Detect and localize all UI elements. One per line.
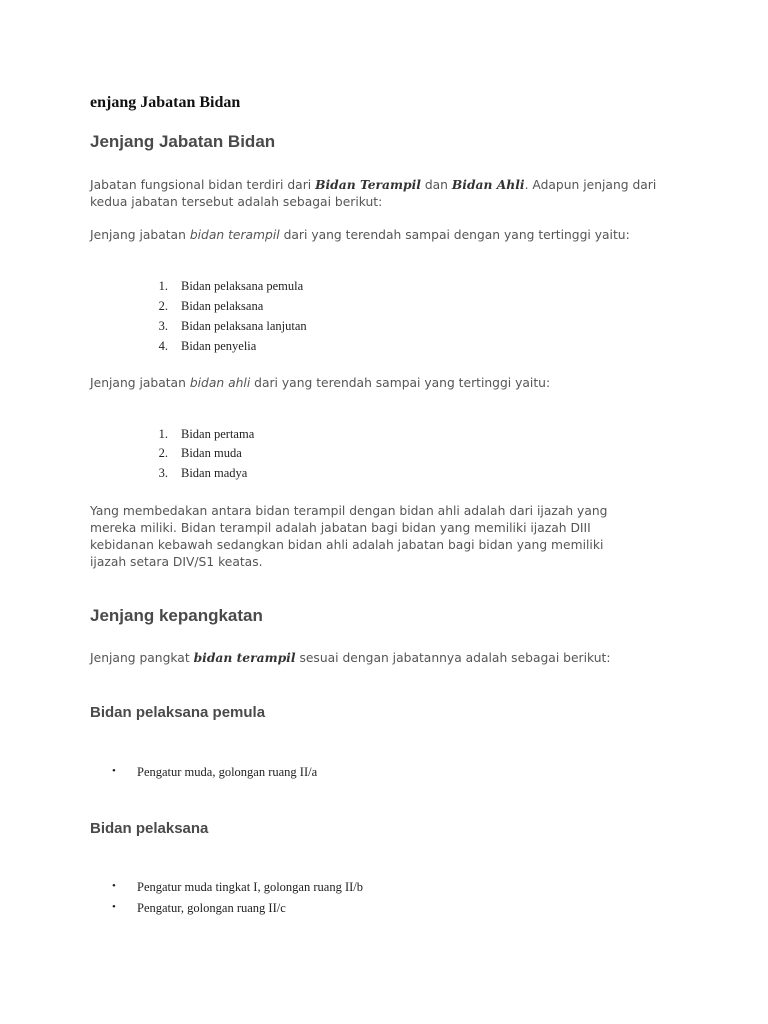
intro-text-3: . Adapun jenjang dari kedua jabatan tersebut adalah sebagai berikut: — [90, 178, 657, 209]
bullet-icon: • — [112, 901, 116, 913]
document-title: enjang Jabatan Bidan — [90, 94, 241, 111]
list-label: Bidan penyelia — [181, 339, 257, 353]
terampil-intro-a: Jenjang jabatan — [90, 228, 190, 242]
section-heading-jenjang-kepangkatan: Jenjang kepangkatan — [90, 606, 263, 625]
list-label: Bidan pelaksana lanjutan — [181, 319, 307, 333]
subheading-bidan-pelaksana: Bidan pelaksana — [90, 820, 209, 837]
intro-paragraph — [90, 177, 690, 210]
bullet-icon: • — [112, 765, 116, 777]
bullet-label: Pengatur, golongan ruang II/c — [137, 901, 286, 915]
paragraph-line: ijazah setara DIV/S1 keatas. — [90, 555, 263, 569]
list-number: 2. — [158, 299, 168, 313]
intro-text-1: Jabatan fungsional bidan terdiri dari — [90, 178, 316, 192]
ahli-intro-italic: bidan ahli — [189, 376, 251, 390]
list-label: Bidan pertama — [181, 427, 255, 441]
list-number: 3. — [158, 319, 168, 333]
list-number: 2. — [158, 446, 168, 460]
terampil-intro-italic: bidan terampil — [189, 228, 280, 242]
term-bidan-terampil: bidan terampil — [193, 650, 296, 665]
terampil-intro — [90, 227, 690, 244]
section-heading-jenjang-jabatan: Jenjang Jabatan Bidan — [90, 132, 276, 151]
ahli-intro — [90, 375, 690, 392]
term-bidan-ahli: Bidan Ahli — [451, 177, 525, 192]
kepangkatan-intro-b: sesuai dengan jabatannya adalah sebagai berikut: — [295, 651, 611, 665]
subheading-bidan-pelaksana-pemula: Bidan pelaksana pemula — [90, 704, 266, 721]
bullet-icon: • — [112, 880, 116, 892]
list-label: Bidan muda — [181, 446, 242, 460]
kepangkatan-intro-a: Jenjang pangkat — [90, 651, 194, 665]
list-number: 1. — [158, 279, 168, 293]
list-number: 4. — [158, 339, 168, 353]
list-number: 3. — [158, 466, 168, 480]
bullet-label: Pengatur muda tingkat I, golongan ruang II/b — [137, 880, 363, 894]
list-number: 1. — [158, 427, 168, 441]
ahli-intro-a: Jenjang jabatan — [90, 376, 190, 390]
list-label: Bidan pelaksana — [181, 299, 264, 313]
list-label: Bidan pelaksana pemula — [181, 279, 304, 293]
ahli-intro-b: dari yang terendah sampai yang tertinggi yaitu: — [250, 376, 551, 390]
bullet-label: Pengatur muda, golongan ruang II/a — [137, 765, 318, 779]
term-bidan-terampil: Bidan Terampil — [315, 177, 421, 192]
paragraph-line: kebidanan kebawah sedangkan bidan ahli adalah jabatan bagi bidan yang memiliki — [90, 538, 604, 552]
list-label: Bidan madya — [181, 466, 248, 480]
paragraph-line: Yang membedakan antara bidan terampil dengan bidan ahli adalah dari ijazah yang — [90, 504, 608, 518]
intro-text-2: dan — [420, 178, 452, 192]
terampil-intro-b: dari yang terendah sampai dengan yang tertinggi yaitu: — [279, 228, 630, 242]
paragraph-line: mereka miliki. Bidan terampil adalah jabatan bagi bidan yang memiliki ijazah DIII — [90, 521, 591, 535]
kepangkatan-intro — [90, 650, 690, 667]
